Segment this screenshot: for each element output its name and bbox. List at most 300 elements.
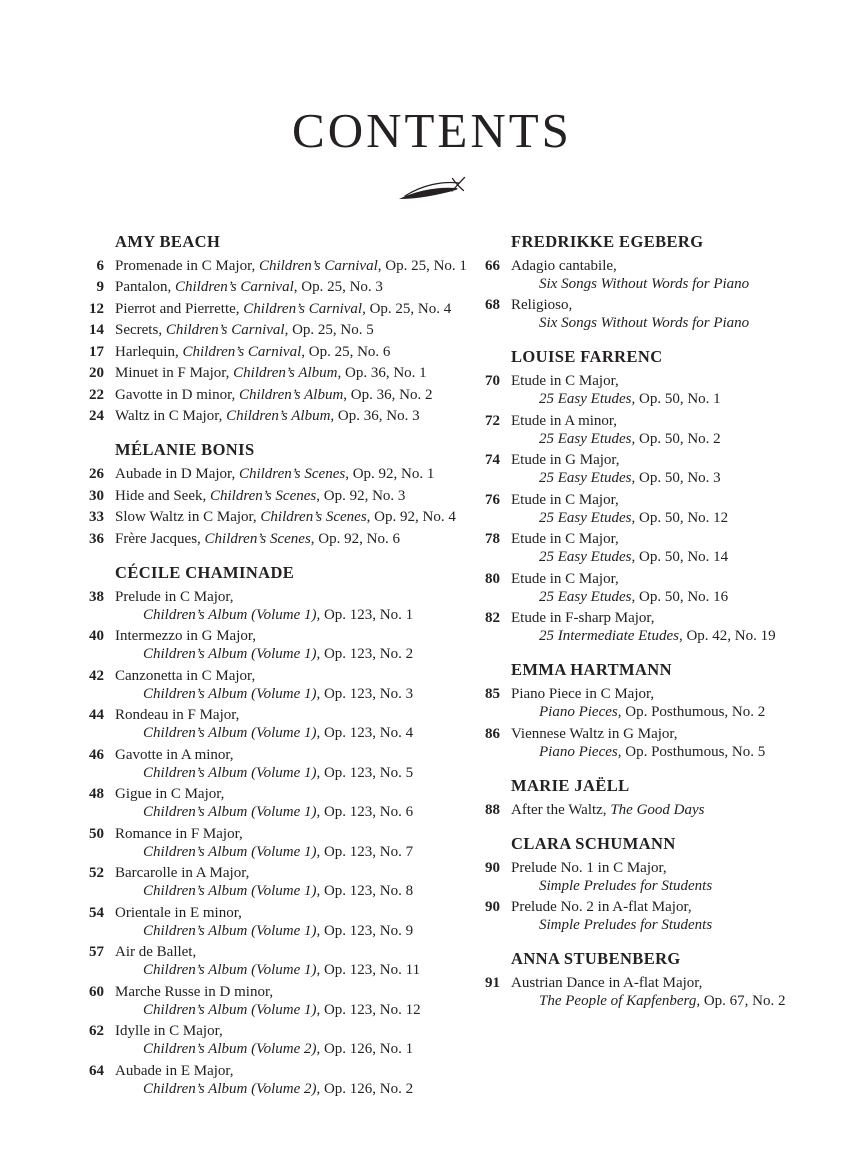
work-title: Marche Russe in D minor, bbox=[115, 983, 274, 1000]
work-title: , Op. 126, No. 1 bbox=[316, 1041, 414, 1058]
entry-title bbox=[115, 943, 468, 979]
work-title: , Op. 50, No. 16 bbox=[631, 588, 729, 605]
composer-section bbox=[468, 232, 864, 333]
work-title: , Op. 25, No. 3 bbox=[293, 279, 383, 296]
entry-title bbox=[115, 407, 468, 425]
work-collection: Children’s Album bbox=[238, 386, 344, 403]
entry-line bbox=[511, 992, 864, 1010]
toc-entry bbox=[72, 706, 468, 742]
entry-line bbox=[511, 703, 864, 721]
entry-line bbox=[115, 627, 468, 645]
entry-title bbox=[115, 530, 468, 548]
work-title: Harlequin, bbox=[115, 343, 183, 360]
entry-line bbox=[511, 451, 864, 469]
page-number: 46 bbox=[89, 746, 104, 763]
entry-line bbox=[115, 667, 468, 685]
page-number: 24 bbox=[89, 408, 104, 425]
work-title: , Op. 123, No. 7 bbox=[316, 843, 414, 860]
page-number: 36 bbox=[89, 530, 104, 547]
entry-line bbox=[511, 530, 864, 548]
work-collection: 25 Easy Etudes bbox=[539, 430, 632, 447]
page-number: 54 bbox=[89, 904, 104, 921]
composer-section bbox=[468, 660, 864, 761]
composer-heading: MARIE JAËLL bbox=[511, 775, 630, 795]
entry-line bbox=[511, 491, 864, 509]
work-collection: 25 Easy Etudes bbox=[539, 470, 632, 487]
work-collection: 25 Easy Etudes bbox=[539, 588, 632, 605]
work-title: Frère Jacques, bbox=[115, 530, 205, 547]
work-collection: Six Songs Without Words for Piano bbox=[539, 315, 750, 332]
toc-entry bbox=[72, 1022, 468, 1058]
entry-line bbox=[511, 588, 864, 606]
page-number: 64 bbox=[89, 1062, 104, 1079]
toc-entry bbox=[468, 570, 864, 606]
entry-line bbox=[115, 645, 468, 663]
entry-line bbox=[511, 685, 864, 703]
toc-entry bbox=[468, 974, 864, 1010]
page-number: 76 bbox=[485, 491, 500, 508]
work-title: Prelude No. 2 in A-flat Major, bbox=[511, 899, 692, 916]
page-number: 57 bbox=[89, 944, 104, 961]
work-title: , Op. 123, No. 6 bbox=[316, 804, 414, 821]
leaf-flourish-ornament bbox=[0, 174, 864, 206]
work-collection: Children’s Album bbox=[233, 365, 338, 382]
entry-line bbox=[115, 1040, 468, 1058]
page-number: 82 bbox=[485, 610, 500, 627]
page-number: 60 bbox=[89, 983, 104, 1000]
entry-title bbox=[511, 372, 864, 408]
work-title: Etude in C Major, bbox=[511, 570, 619, 587]
work-collection: Children’s Album (Volume 1) bbox=[143, 764, 317, 781]
entry-line bbox=[115, 904, 468, 922]
toc-entry bbox=[72, 588, 468, 624]
work-collection: Children’s Carnival bbox=[243, 300, 363, 317]
composer-heading: EMMA HARTMANN bbox=[511, 660, 672, 680]
work-title: Piano Piece in C Major, bbox=[511, 686, 655, 703]
work-title: , Op. 25, No. 6 bbox=[301, 343, 391, 360]
entry-line bbox=[115, 724, 468, 742]
page-number: 20 bbox=[89, 365, 104, 382]
work-title: , Op. 123, No. 11 bbox=[316, 962, 421, 979]
work-title: , Op. 36, No. 1 bbox=[337, 365, 427, 382]
toc-entry bbox=[72, 364, 468, 382]
entry-title bbox=[115, 364, 468, 382]
work-title: Hide and Seek, bbox=[115, 487, 210, 504]
entry-line bbox=[511, 509, 864, 527]
composer-section bbox=[72, 232, 468, 426]
work-title: , Op. 123, No. 2 bbox=[316, 646, 414, 663]
entry-line bbox=[115, 257, 468, 275]
toc-entry bbox=[468, 801, 864, 819]
entry-line bbox=[511, 548, 864, 566]
toc-entry bbox=[72, 300, 468, 318]
entry-line bbox=[115, 300, 468, 318]
work-title: Pantalon, bbox=[115, 279, 175, 296]
entry-line bbox=[115, 922, 468, 940]
work-title: , Op. 25, No. 4 bbox=[362, 300, 452, 317]
work-title: Etude in C Major, bbox=[511, 531, 619, 548]
entry-title bbox=[511, 685, 864, 721]
entry-title bbox=[115, 300, 468, 318]
entry-line bbox=[511, 627, 864, 645]
entry-line bbox=[115, 825, 468, 843]
page-number: 14 bbox=[89, 322, 104, 339]
entry-title bbox=[511, 974, 864, 1010]
toc-entry bbox=[72, 386, 468, 404]
composer-section bbox=[468, 776, 864, 819]
entry-title bbox=[115, 667, 468, 703]
entry-title bbox=[115, 983, 468, 1019]
entry-title bbox=[511, 609, 864, 645]
entry-line bbox=[115, 803, 468, 821]
work-title: Prelude in C Major, bbox=[115, 588, 234, 605]
work-title: , Op. 92, No. 3 bbox=[316, 487, 406, 504]
entry-title bbox=[511, 412, 864, 448]
work-collection: Children’s Carnival bbox=[175, 279, 294, 296]
entry-line bbox=[511, 469, 864, 487]
work-collection: Children’s Album (Volume 2) bbox=[143, 1041, 317, 1058]
toc-column-left bbox=[72, 232, 468, 1113]
toc-entry bbox=[468, 685, 864, 721]
entry-title bbox=[115, 278, 468, 296]
page-number: 85 bbox=[485, 686, 500, 703]
work-collection: Children’s Album (Volume 1) bbox=[143, 1001, 317, 1018]
entry-title bbox=[115, 588, 468, 624]
work-collection: Children’s Carnival bbox=[165, 322, 285, 339]
work-collection: Children’s Album (Volume 1) bbox=[143, 685, 317, 702]
toc-entry bbox=[72, 1062, 468, 1098]
work-title: Secrets, bbox=[115, 322, 166, 339]
work-title: , Op. 42, No. 19 bbox=[678, 628, 776, 645]
entry-line bbox=[511, 275, 864, 293]
work-title: , Op. 25, No. 1 bbox=[377, 257, 467, 274]
entry-line bbox=[115, 843, 468, 861]
work-title: Etude in F-sharp Major, bbox=[511, 610, 655, 627]
toc-column-right bbox=[468, 232, 864, 1113]
entry-line bbox=[115, 746, 468, 764]
entry-title bbox=[115, 321, 468, 339]
work-title: , Op. 126, No. 2 bbox=[316, 1080, 414, 1097]
entry-line bbox=[115, 407, 468, 425]
work-collection: Children’s Album (Volume 1) bbox=[143, 646, 317, 663]
page-number: 40 bbox=[89, 628, 104, 645]
work-title: Austrian Dance in A-flat Major, bbox=[511, 975, 703, 992]
work-title: , Op. Posthumous, No. 5 bbox=[617, 743, 766, 760]
work-title: Gavotte in D minor, bbox=[115, 386, 239, 403]
entry-title bbox=[511, 530, 864, 566]
entry-title bbox=[115, 386, 468, 404]
entry-title bbox=[511, 451, 864, 487]
entry-title bbox=[115, 706, 468, 742]
work-title: , Op. 50, No. 1 bbox=[631, 391, 721, 408]
work-title: Rondeau in F Major, bbox=[115, 707, 240, 724]
toc-entry bbox=[72, 864, 468, 900]
work-title: Aubade in D Major, bbox=[115, 466, 239, 483]
work-title: Gigue in C Major, bbox=[115, 786, 225, 803]
work-collection: Children’s Album bbox=[226, 408, 331, 425]
work-title: Waltz in C Major, bbox=[115, 408, 227, 425]
work-title: , Op. 123, No. 12 bbox=[316, 1001, 421, 1018]
composer-section bbox=[72, 440, 468, 548]
page-number: 30 bbox=[89, 487, 104, 504]
page-number: 33 bbox=[89, 509, 104, 526]
page-title: CONTENTS bbox=[292, 103, 572, 158]
entry-line bbox=[115, 961, 468, 979]
composer-section bbox=[468, 949, 864, 1010]
work-title: , Op. 123, No. 9 bbox=[316, 922, 414, 939]
entry-line bbox=[115, 530, 468, 548]
work-title: , Op. 123, No. 4 bbox=[316, 725, 414, 742]
page-number: 68 bbox=[485, 297, 500, 314]
page-number: 66 bbox=[485, 257, 500, 274]
work-title: Prelude No. 1 in C Major, bbox=[511, 859, 667, 876]
toc-entry bbox=[468, 451, 864, 487]
page-number: 12 bbox=[89, 300, 104, 317]
work-collection: 25 Easy Etudes bbox=[539, 509, 632, 526]
work-title: , Op. 123, No. 1 bbox=[316, 606, 414, 623]
page-number: 72 bbox=[485, 412, 500, 429]
entry-line bbox=[511, 609, 864, 627]
composer-heading: ANNA STUBENBERG bbox=[511, 949, 681, 969]
page-number: 17 bbox=[89, 343, 104, 360]
entry-line bbox=[115, 1080, 468, 1098]
entry-title bbox=[511, 898, 864, 934]
entry-title bbox=[115, 864, 468, 900]
entry-line bbox=[115, 364, 468, 382]
work-collection: 25 Intermediate Etudes bbox=[539, 628, 679, 645]
page-number: 78 bbox=[485, 531, 500, 548]
entry-title bbox=[115, 487, 468, 505]
entry-line bbox=[115, 1062, 468, 1080]
entry-title bbox=[511, 859, 864, 895]
work-title: Canzonetta in C Major, bbox=[115, 667, 256, 684]
entry-line bbox=[115, 508, 468, 526]
page-number: 38 bbox=[89, 588, 104, 605]
toc-entry bbox=[72, 343, 468, 361]
toc-entry bbox=[468, 296, 864, 332]
entry-line bbox=[511, 974, 864, 992]
entry-line bbox=[511, 296, 864, 314]
page-number: 90 bbox=[485, 899, 500, 916]
toc-entry bbox=[72, 508, 468, 526]
entry-line bbox=[115, 685, 468, 703]
work-title: Barcarolle in A Major, bbox=[115, 865, 250, 882]
page-number: 91 bbox=[485, 975, 500, 992]
work-title: , Op. 123, No. 3 bbox=[316, 685, 414, 702]
entry-line bbox=[115, 706, 468, 724]
toc-entry bbox=[72, 407, 468, 425]
entry-title bbox=[511, 725, 864, 761]
toc-entry bbox=[72, 825, 468, 861]
page-number: 70 bbox=[485, 373, 500, 390]
page-number: 86 bbox=[485, 725, 500, 742]
work-collection: Piano Pieces bbox=[539, 743, 618, 760]
work-title: Intermezzo in G Major, bbox=[115, 628, 257, 645]
toc-entry bbox=[72, 943, 468, 979]
work-collection: Simple Preludes for Students bbox=[539, 917, 713, 934]
work-title: Religioso, bbox=[511, 297, 573, 314]
work-collection: Children’s Album (Volume 1) bbox=[143, 843, 317, 860]
work-title: , Op. 25, No. 5 bbox=[284, 322, 374, 339]
entry-line bbox=[115, 487, 468, 505]
work-title: , Op. 92, No. 6 bbox=[310, 530, 400, 547]
entry-line bbox=[511, 898, 864, 916]
entry-title bbox=[115, 904, 468, 940]
entry-title bbox=[511, 491, 864, 527]
entry-title bbox=[115, 343, 468, 361]
entry-line bbox=[115, 864, 468, 882]
entry-line bbox=[115, 343, 468, 361]
work-collection: Six Songs Without Words for Piano bbox=[539, 275, 750, 292]
entry-line bbox=[511, 725, 864, 743]
toc-entry bbox=[468, 530, 864, 566]
work-collection: The People of Kapfenberg bbox=[539, 993, 697, 1010]
entry-title bbox=[511, 570, 864, 606]
entry-line bbox=[511, 877, 864, 895]
entry-title bbox=[115, 746, 468, 782]
entry-title bbox=[115, 508, 468, 526]
page-number: 88 bbox=[485, 801, 500, 818]
entry-line bbox=[115, 882, 468, 900]
toc-entry bbox=[72, 746, 468, 782]
work-title: Minuet in F Major, bbox=[115, 365, 234, 382]
work-collection: Piano Pieces bbox=[539, 704, 618, 721]
work-title: Romance in F Major, bbox=[115, 825, 243, 842]
composer-section bbox=[468, 834, 864, 935]
entry-line bbox=[511, 570, 864, 588]
page-number: 80 bbox=[485, 570, 500, 587]
toc-entry bbox=[468, 859, 864, 895]
composer-heading: MÉLANIE BONIS bbox=[115, 440, 255, 460]
work-title: , Op. 92, No. 4 bbox=[366, 509, 456, 526]
work-title: Slow Waltz in C Major, bbox=[115, 509, 261, 526]
entry-line bbox=[511, 257, 864, 275]
toc-entry bbox=[72, 627, 468, 663]
work-title: Etude in C Major, bbox=[511, 491, 619, 508]
work-title: After the Waltz, bbox=[511, 801, 611, 818]
composer-heading: FREDRIKKE EGEBERG bbox=[511, 231, 704, 251]
work-collection: Children’s Carnival bbox=[258, 257, 378, 274]
toc-entry bbox=[72, 904, 468, 940]
entry-line bbox=[115, 983, 468, 1001]
entry-title bbox=[511, 257, 864, 293]
work-title: , Op. 36, No. 2 bbox=[343, 386, 433, 403]
toc-entry bbox=[72, 321, 468, 339]
entry-line bbox=[115, 1001, 468, 1019]
entry-title bbox=[115, 627, 468, 663]
work-collection: Children’s Album (Volume 1) bbox=[143, 606, 317, 623]
page-number: 42 bbox=[89, 667, 104, 684]
work-collection: Children’s Scenes bbox=[238, 466, 346, 483]
page-number: 90 bbox=[485, 859, 500, 876]
work-collection: Children’s Album (Volume 1) bbox=[143, 922, 317, 939]
work-collection: Children’s Album (Volume 1) bbox=[143, 883, 317, 900]
entry-line bbox=[115, 321, 468, 339]
work-title: , Op. 36, No. 3 bbox=[330, 408, 420, 425]
entry-line bbox=[115, 1022, 468, 1040]
entry-line bbox=[115, 278, 468, 296]
toc-entry bbox=[72, 257, 468, 275]
page-number: 52 bbox=[89, 865, 104, 882]
page-number: 50 bbox=[89, 825, 104, 842]
work-collection: Children’s Scenes bbox=[204, 530, 311, 547]
page-number: 9 bbox=[96, 279, 104, 296]
work-title: Aubade in E Major, bbox=[115, 1062, 234, 1079]
page-number: 48 bbox=[89, 786, 104, 803]
work-title: Etude in C Major, bbox=[511, 373, 619, 390]
entry-line bbox=[511, 916, 864, 934]
entry-line bbox=[115, 465, 468, 483]
work-title: Orientale in E minor, bbox=[115, 904, 242, 921]
toc-entry bbox=[72, 278, 468, 296]
toc-entry bbox=[468, 725, 864, 761]
work-title: , Op. 50, No. 14 bbox=[631, 549, 729, 566]
work-collection: Children’s Scenes bbox=[209, 487, 317, 504]
page-number: 44 bbox=[89, 707, 104, 724]
entry-line bbox=[115, 764, 468, 782]
work-title: , Op. 50, No. 12 bbox=[631, 509, 729, 526]
toc-entry bbox=[468, 491, 864, 527]
toc-entry bbox=[468, 372, 864, 408]
toc-entry bbox=[468, 257, 864, 293]
page-number: 26 bbox=[89, 466, 104, 483]
work-collection: Children’s Album (Volume 1) bbox=[143, 725, 317, 742]
work-collection: Children’s Carnival bbox=[182, 343, 302, 360]
toc-entry bbox=[468, 898, 864, 934]
work-collection: Children’s Scenes bbox=[260, 509, 367, 526]
composer-heading: AMY BEACH bbox=[115, 231, 221, 251]
work-title: , Op. 50, No. 2 bbox=[631, 430, 721, 447]
work-collection: Children’s Album (Volume 2) bbox=[143, 1080, 317, 1097]
entry-line bbox=[115, 785, 468, 803]
page-number: 22 bbox=[89, 386, 104, 403]
composer-section bbox=[468, 347, 864, 645]
toc-entry bbox=[468, 412, 864, 448]
work-collection: 25 Easy Etudes bbox=[539, 549, 632, 566]
work-title: , Op. 123, No. 8 bbox=[316, 883, 414, 900]
page-number: 62 bbox=[89, 1023, 104, 1040]
toc-entry bbox=[468, 609, 864, 645]
work-title: Promenade in C Major, bbox=[115, 257, 259, 274]
entry-title bbox=[115, 825, 468, 861]
composer-heading: CÉCILE CHAMINADE bbox=[115, 562, 295, 582]
page-number: 74 bbox=[485, 452, 500, 469]
entry-line bbox=[115, 943, 468, 961]
work-title: Adagio cantabile, bbox=[511, 257, 617, 274]
toc-entry bbox=[72, 785, 468, 821]
work-title: , Op. 92, No. 1 bbox=[345, 466, 435, 483]
composer-heading: LOUISE FARRENC bbox=[511, 347, 663, 367]
entry-line bbox=[511, 314, 864, 332]
work-title: Etude in A minor, bbox=[511, 412, 618, 429]
work-collection: Simple Preludes for Students bbox=[539, 877, 713, 894]
toc-entry bbox=[72, 667, 468, 703]
work-title: Idylle in C Major, bbox=[115, 1023, 223, 1040]
entry-line bbox=[115, 606, 468, 624]
entry-title bbox=[511, 801, 864, 819]
work-title: Gavotte in A minor, bbox=[115, 746, 234, 763]
work-collection: The Good Days bbox=[610, 801, 705, 818]
entry-line bbox=[115, 386, 468, 404]
entry-line bbox=[511, 743, 864, 761]
entry-line bbox=[511, 859, 864, 877]
entry-title bbox=[115, 465, 468, 483]
composer-section bbox=[72, 563, 468, 1098]
entry-line bbox=[115, 588, 468, 606]
toc-columns bbox=[0, 232, 864, 1113]
entry-line bbox=[511, 430, 864, 448]
work-title: , Op. Posthumous, No. 2 bbox=[617, 704, 766, 721]
